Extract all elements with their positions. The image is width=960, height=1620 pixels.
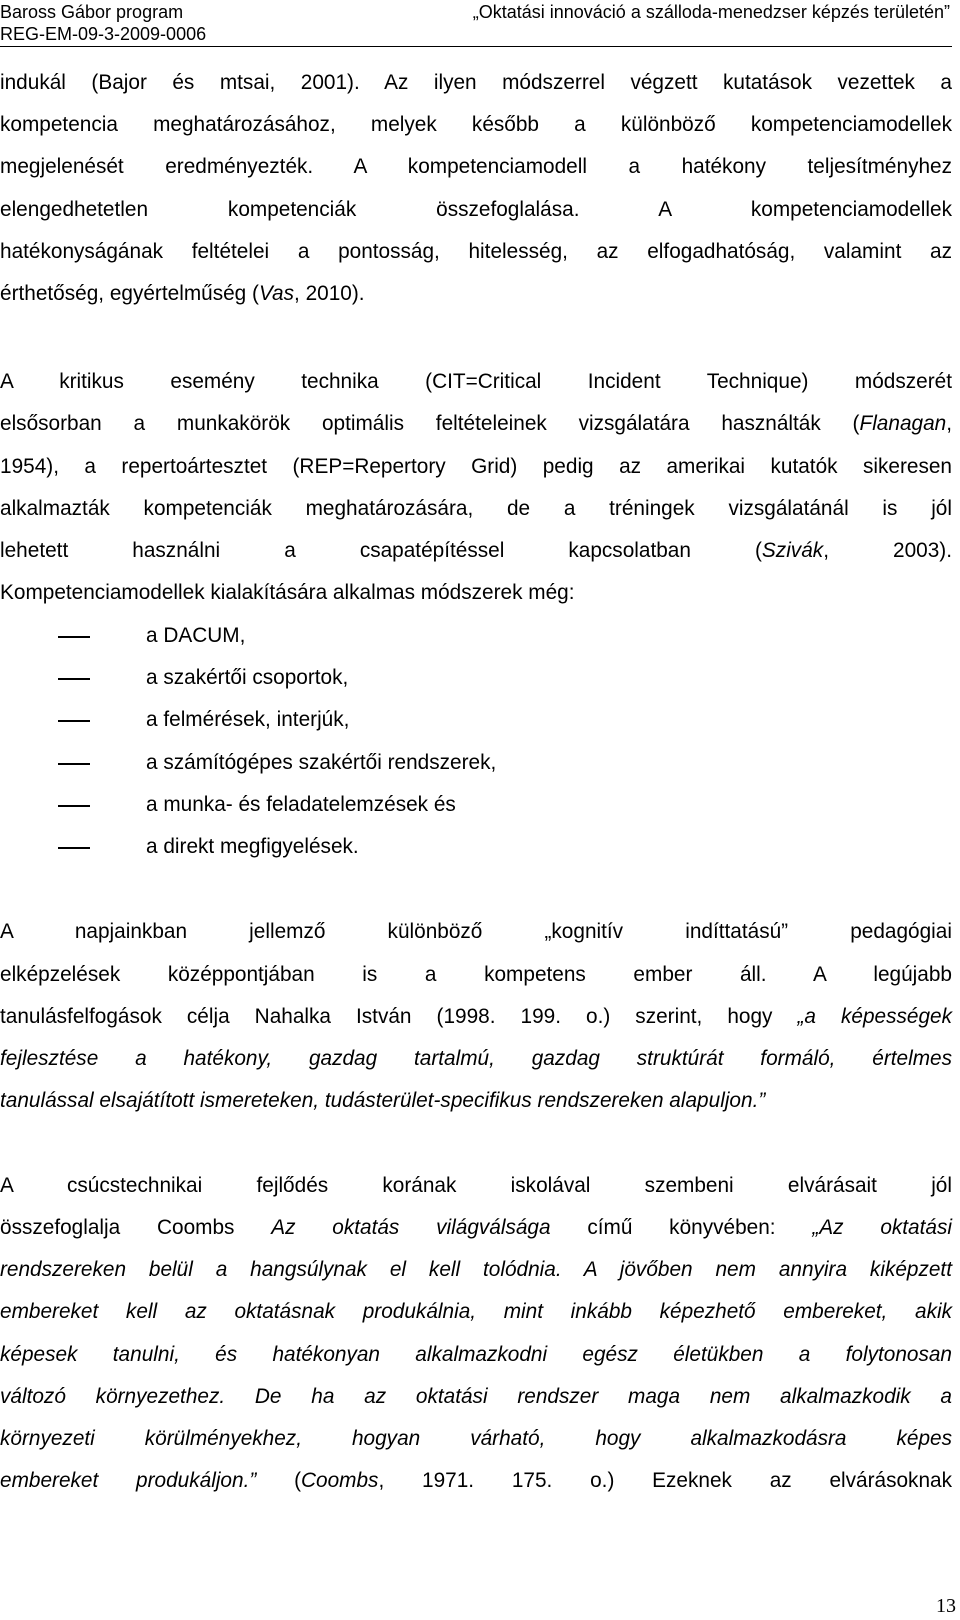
quote-text: változó környezethez. De ha az oktatási rendszer maga nem alkalmazkodik a — [0, 1385, 952, 1408]
text-line: A csúcstechnikai fejlődés korának iskolával szembeni elvárásait jól — [0, 1174, 952, 1197]
text-line: érthetőség, egyértelműség (Vas, 2010). — [0, 282, 365, 305]
quote-text: környezeti körülményekhez, hogyan várható, hogy alkalmazkodásra képes — [0, 1427, 952, 1450]
header-code: REG-EM-09-3-2009-0006 — [0, 24, 207, 44]
quote-text: képesek tanulni, és hatékonyan alkalmazkodni egész életükben a folytonosan — [0, 1343, 952, 1366]
text-line: lehetett használni a csapatépítéssel kapcsolatban (Szivák, 2003). — [0, 539, 952, 562]
text-line: Kompetenciamodellek kialakítására alkalmas módszerek még: — [0, 581, 575, 604]
page-number: 13 — [936, 1595, 956, 1617]
dash-bullet-icon — [58, 763, 90, 765]
quote-text: embereket kell az oktatásnak produkálnia, mint inkább képezhető embereket, akik — [0, 1300, 952, 1323]
citation-author: Coombs — [301, 1469, 379, 1492]
text-line: alkalmazták kompetenciák meghatározására, de a tréningek vizsgálatánál is jól — [0, 497, 952, 520]
text-line: megjelenését eredményezték. A kompetenciamodell a hatékony teljesítményhez — [0, 155, 952, 178]
dash-bullet-icon — [58, 847, 90, 849]
text-line: összefoglalja Coombs Az oktatás világválsága című könyvében: „Az oktatási — [0, 1216, 952, 1239]
text-line: kompetencia meghatározásához, melyek később a különböző kompetenciamodellek — [0, 113, 952, 136]
dash-bullet-icon — [58, 678, 90, 680]
dash-bullet-icon — [58, 720, 90, 722]
citation-author: Vas — [258, 282, 295, 305]
text-line: elengedhetetlen kompetenciák összefoglalása. A kompetenciamodellek — [0, 198, 952, 221]
text-line: elsősorban a munkakörök optimális feltételeinek vizsgálatára használták (Flanagan, — [0, 412, 952, 435]
text-line: indukál (Bajor és mtsai, 2001). Az ilyen módszerrel végzett kutatások vezettek a — [0, 71, 952, 94]
text-line: hatékonyságának feltételei a pontosság, hitelesség, az elfogadhatóság, valamint az — [0, 240, 952, 263]
dash-bullet-icon — [58, 636, 90, 638]
text-line: 1954), a repertoártesztet (REP=Repertory Grid) pedig az amerikai kutatók sikeresen — [0, 455, 952, 478]
text-line: A napjainkban jellemző különböző „kognitív indíttatású” pedagógiai — [0, 920, 952, 943]
header-project-title: „Oktatási innováció a szálloda-menedzser képzés területén” — [472, 2, 950, 22]
quote-text: rendszereken belül a hangsúlynak el kell tolódnia. A jövőben nem annyira kiképzett — [0, 1258, 952, 1281]
text-line: A kritikus esemény technika (CIT=Critical Incident Technique) módszerét — [0, 370, 952, 393]
dash-bullet-icon — [58, 805, 90, 807]
header-program: Baross Gábor program — [0, 2, 184, 22]
book-title: Az oktatás világválsága — [271, 1216, 551, 1239]
quote-text: „a képességek — [797, 1005, 952, 1028]
quote-text: embereket produkáljon.” — [0, 1469, 257, 1492]
quote-text: tanulással elsajátított ismereteken, tudásterület-specifikus rendszereken alapuljon.” — [0, 1089, 766, 1112]
citation-author: Szivák — [761, 539, 824, 562]
quote-text: fejlesztése a hatékony, gazdag tartalmú, gazdag struktúrát formáló, értelmes — [0, 1047, 952, 1070]
text-line: tanulásfelfogások célja Nahalka István (1998. 199. o.) szerint, hogy „a képességek — [0, 1005, 952, 1028]
text-line: elképzelések középpontjában is a kompetens ember áll. A legújabb — [0, 963, 952, 986]
citation-author: Flanagan — [859, 412, 947, 435]
page-header — [0, 0, 952, 47]
quote-text: „Az oktatási — [812, 1216, 952, 1239]
text-line: embereket produkáljon.” (Coombs, 1971. 175. o.) Ezeknek az elvárásoknak — [0, 1469, 952, 1492]
